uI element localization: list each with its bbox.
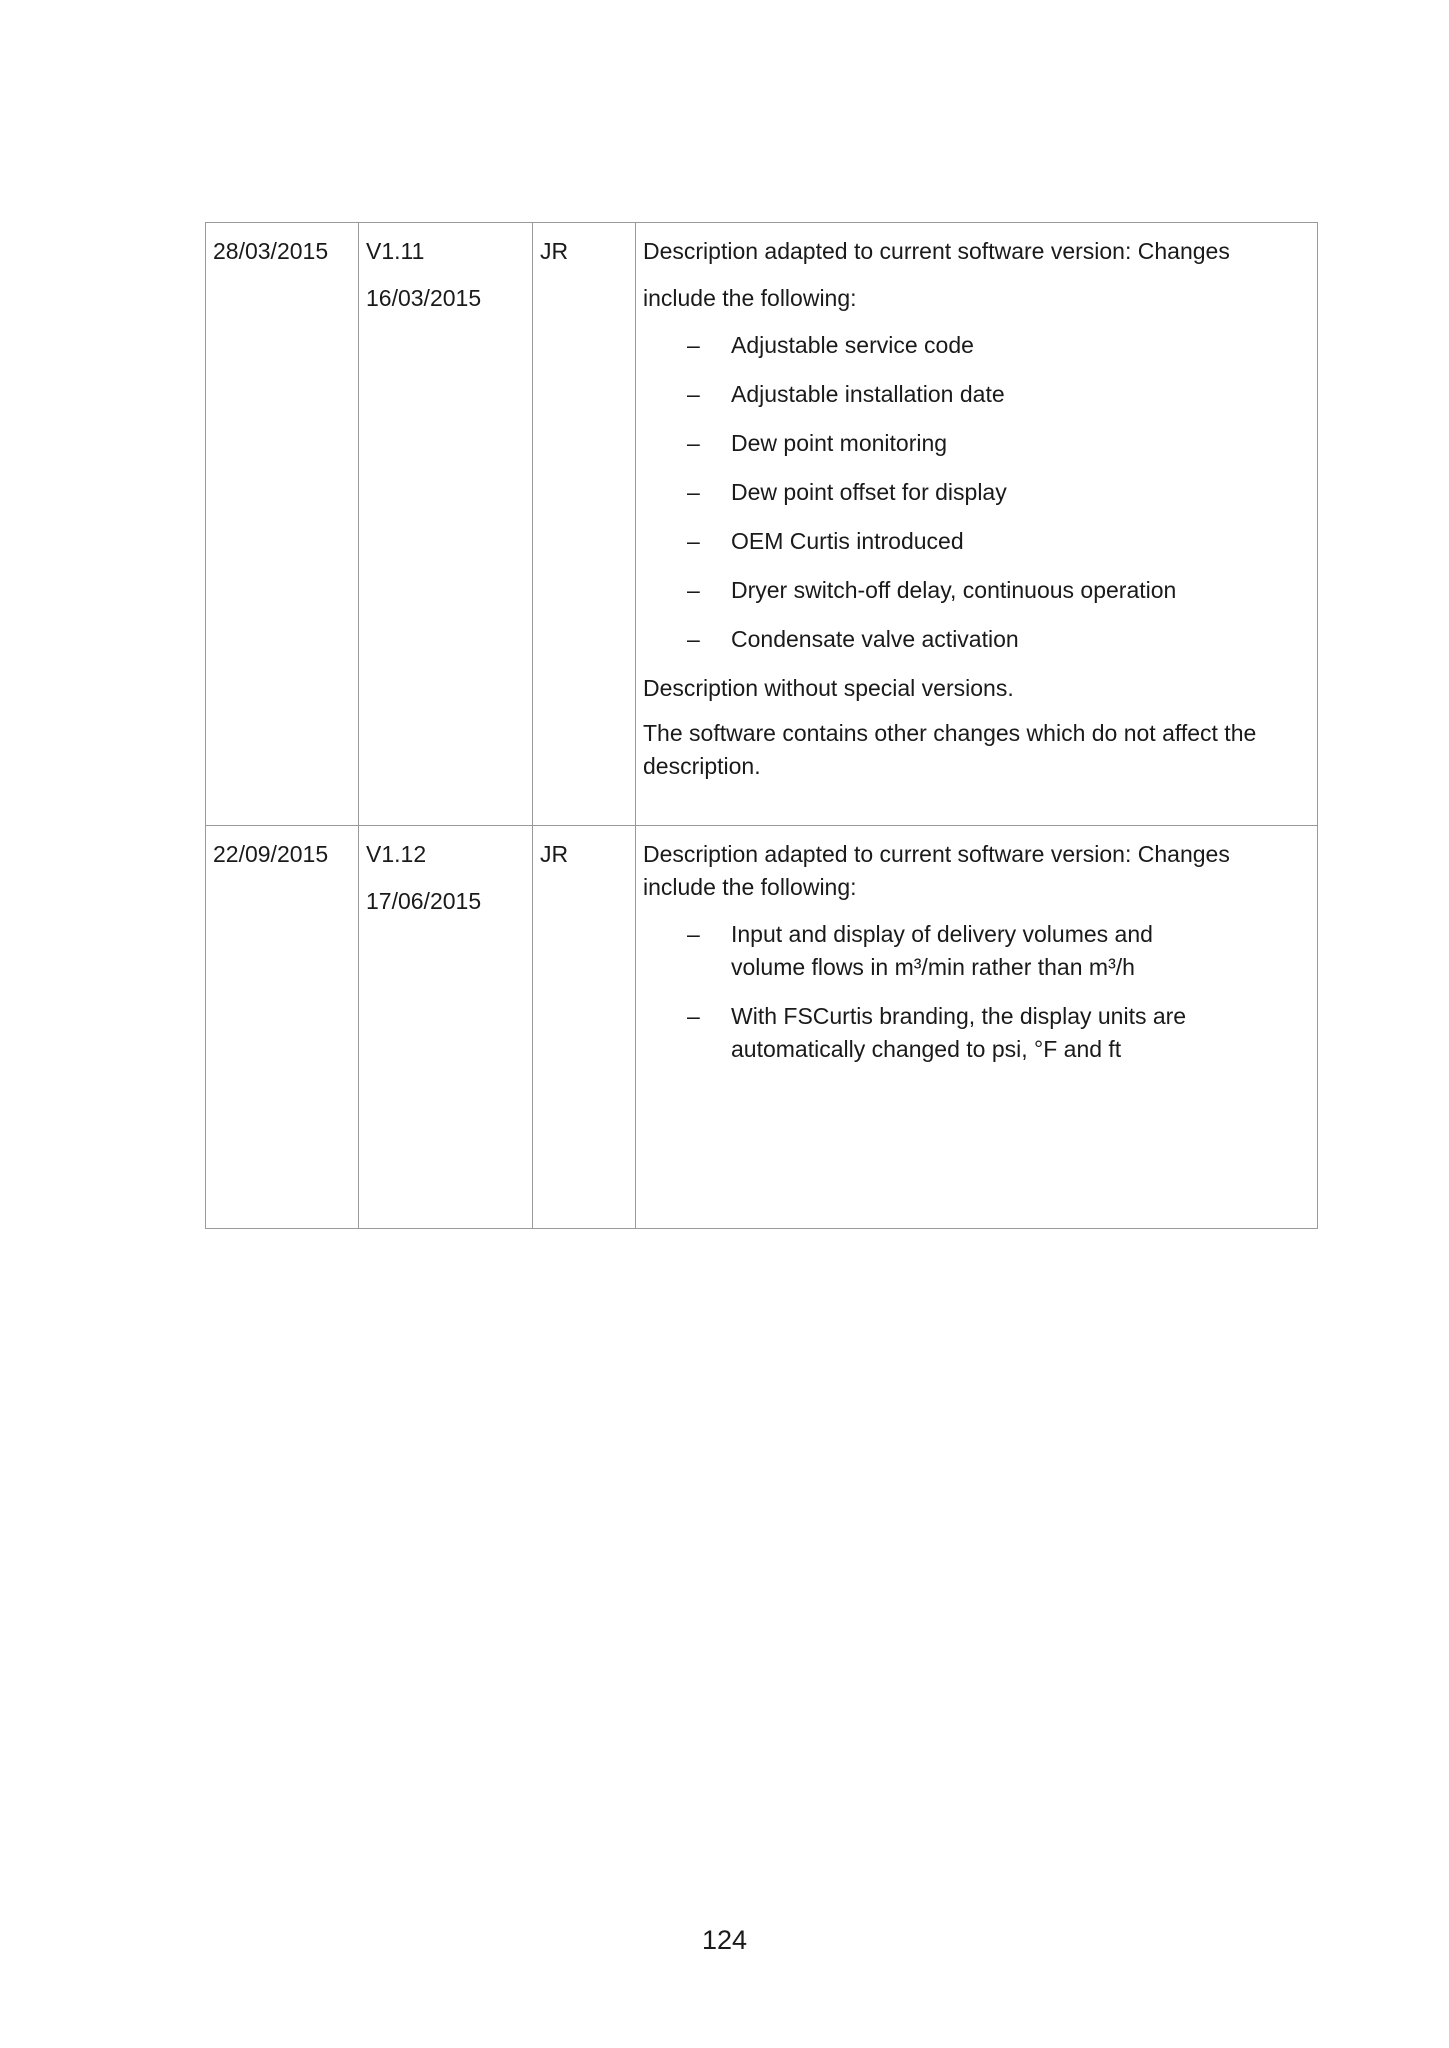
version-cell bbox=[359, 223, 533, 826]
list-item-text: Adjustable installation date bbox=[731, 381, 1005, 407]
version-date: 16/03/2015 bbox=[366, 285, 482, 311]
list-item bbox=[643, 378, 1310, 411]
list-item bbox=[643, 623, 1310, 656]
description-note: Description without special versions. bbox=[643, 675, 1014, 701]
description-intro bbox=[643, 235, 1310, 315]
version-number: V1.12 bbox=[366, 841, 427, 867]
author-initials: JR bbox=[540, 238, 569, 264]
description-cell bbox=[636, 223, 1318, 826]
revision-date: 28/03/2015 bbox=[213, 238, 329, 264]
list-item bbox=[643, 574, 1310, 607]
list-item bbox=[643, 427, 1310, 460]
table-row bbox=[206, 223, 1318, 826]
dash-bullet: – bbox=[687, 921, 700, 947]
revision-date: 22/09/2015 bbox=[213, 841, 329, 867]
description-cell bbox=[636, 826, 1318, 1229]
author-initials: JR bbox=[540, 841, 569, 867]
description-note: The software contains other changes which do not affect the description. bbox=[643, 720, 1257, 779]
list-item-text: OEM Curtis introduced bbox=[731, 528, 964, 554]
version-cell bbox=[359, 826, 533, 1229]
description-intro-line: include the following: bbox=[643, 285, 857, 311]
dash-bullet: – bbox=[687, 479, 700, 505]
list-item-text: With FSCurtis branding, the display units are automatically changed to psi, °F and ft bbox=[731, 1003, 1187, 1062]
change-list bbox=[643, 329, 1310, 656]
list-item-text: Adjustable service code bbox=[731, 332, 974, 358]
dash-bullet: – bbox=[687, 528, 700, 554]
date-cell bbox=[206, 223, 359, 826]
list-item-text: Condensate valve activation bbox=[731, 626, 1019, 652]
list-item-text: Dew point offset for display bbox=[731, 479, 1007, 505]
dash-bullet: – bbox=[687, 1003, 700, 1029]
list-item bbox=[643, 1000, 1310, 1066]
version-date: 17/06/2015 bbox=[366, 888, 482, 914]
version-number: V1.11 bbox=[366, 238, 425, 264]
dash-bullet: – bbox=[687, 381, 700, 407]
revision-history-table bbox=[205, 222, 1318, 1229]
page-number: 124 bbox=[701, 1925, 748, 1955]
author-cell bbox=[533, 223, 636, 826]
dash-bullet: – bbox=[687, 577, 700, 603]
change-list bbox=[643, 918, 1310, 1066]
list-item bbox=[643, 918, 1310, 984]
list-item bbox=[643, 476, 1310, 509]
dash-bullet: – bbox=[687, 332, 700, 358]
dash-bullet: – bbox=[687, 626, 700, 652]
list-item-text: Dew point monitoring bbox=[731, 430, 948, 456]
description-intro-line: Description adapted to current software version: Changes bbox=[643, 238, 1230, 264]
list-item bbox=[643, 329, 1310, 362]
author-cell bbox=[533, 826, 636, 1229]
dash-bullet: – bbox=[687, 430, 700, 456]
list-item-text: Dryer switch-off delay, continuous operation bbox=[731, 577, 1177, 603]
description-intro: Description adapted to current software version: Changes include the following: bbox=[643, 841, 1230, 900]
table-row bbox=[206, 826, 1318, 1229]
date-cell bbox=[206, 826, 359, 1229]
list-item-text: Input and display of delivery volumes and volume flows in m³/min rather than m³/h bbox=[731, 921, 1153, 980]
list-item bbox=[643, 525, 1310, 558]
